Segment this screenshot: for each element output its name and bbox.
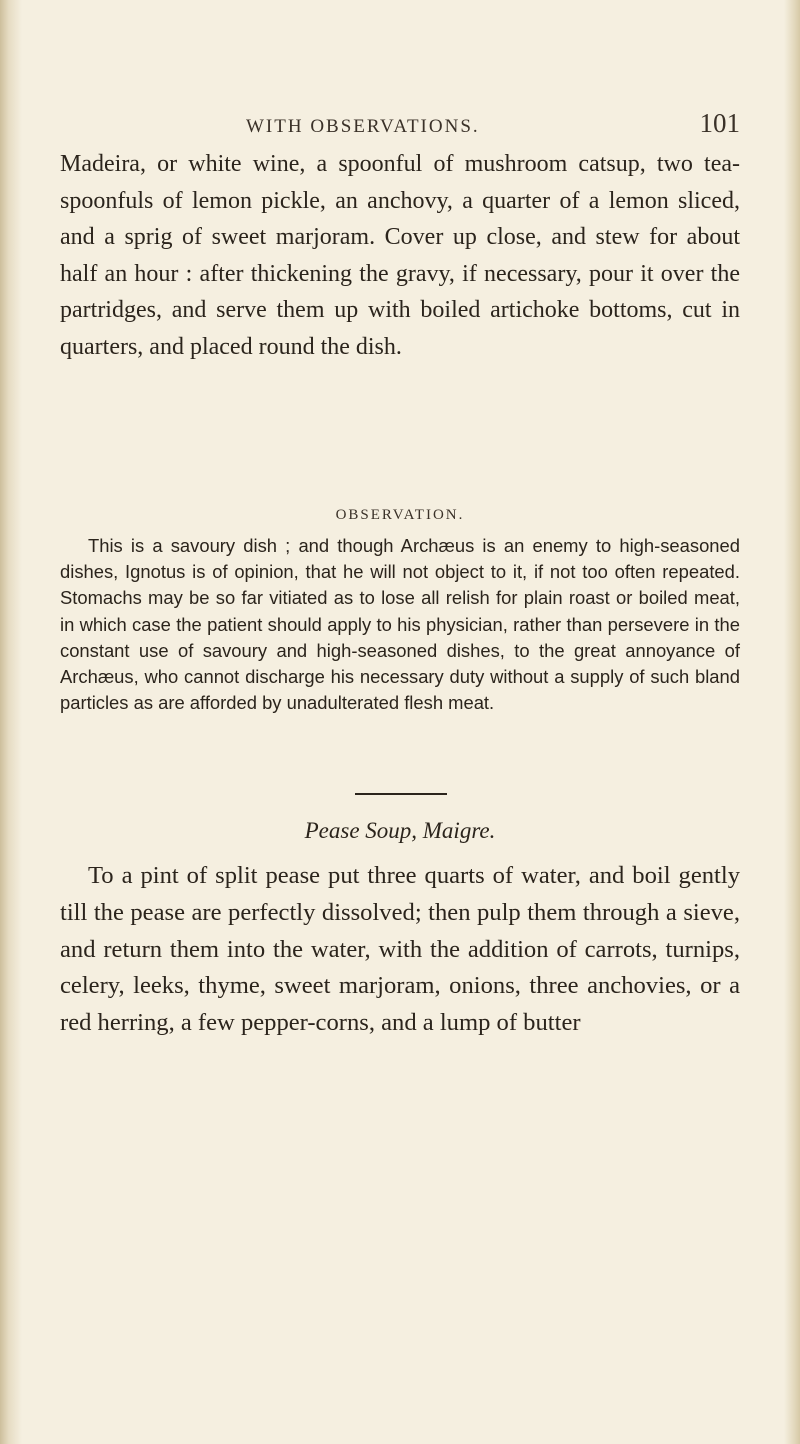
binding-gutter bbox=[0, 0, 22, 1444]
recipe-paragraph: To a pint of split pease put three quarts of water, and boil gently till the pease are perfectly dissolved; then pulp them through a sieve, and return them into the water, with the addition of carrots, turnips, celery, leeks, thyme, sweet marjoram, onions, three anchovies, or a red herring, a few pepper-corns, and a lump of butter bbox=[60, 862, 740, 1037]
observation-paragraph: This is a savoury dish ; and though Archæus is an enemy to high-seasoned dishes, Ignotus is of opinion, that he will not object to it, if not too often repeated. Stomachs may be so far vitiated as to lose all relish for plain roast or boiled meat, in which case the patient should apply to his physician, rather than persevere in the constant use of savoury and high-seasoned dishes, to the great annoyance of Archæus, who cannot discharge his necessary duty without a supply of such bland particles as are afforded by unadulterated flesh meat. bbox=[60, 535, 740, 714]
observation-heading: OBSERVATION. bbox=[335, 507, 465, 523]
section-divider bbox=[355, 793, 447, 795]
recipe-continued-paragraph: Madeira, or white wine, a spoonful of mushroom catsup, two tea-spoonfuls of lemon pickle, an anchovy, a quarter of a lemon sliced, and a sprig of sweet marjoram. Cover up close, and stew for about half an hour : after thickening the gravy, if necessary, pour it over the partridges, and serve them up with boiled artichoke bottoms, cut in quarters, and placed round the dish. bbox=[60, 151, 740, 360]
page-edge bbox=[784, 0, 800, 1444]
running-head: WITH OBSERVATIONS. bbox=[246, 116, 480, 137]
recipe-title: Pease Soup, Maigre. bbox=[304, 818, 496, 843]
page-number: 101 bbox=[699, 108, 740, 138]
page-header bbox=[60, 108, 740, 148]
